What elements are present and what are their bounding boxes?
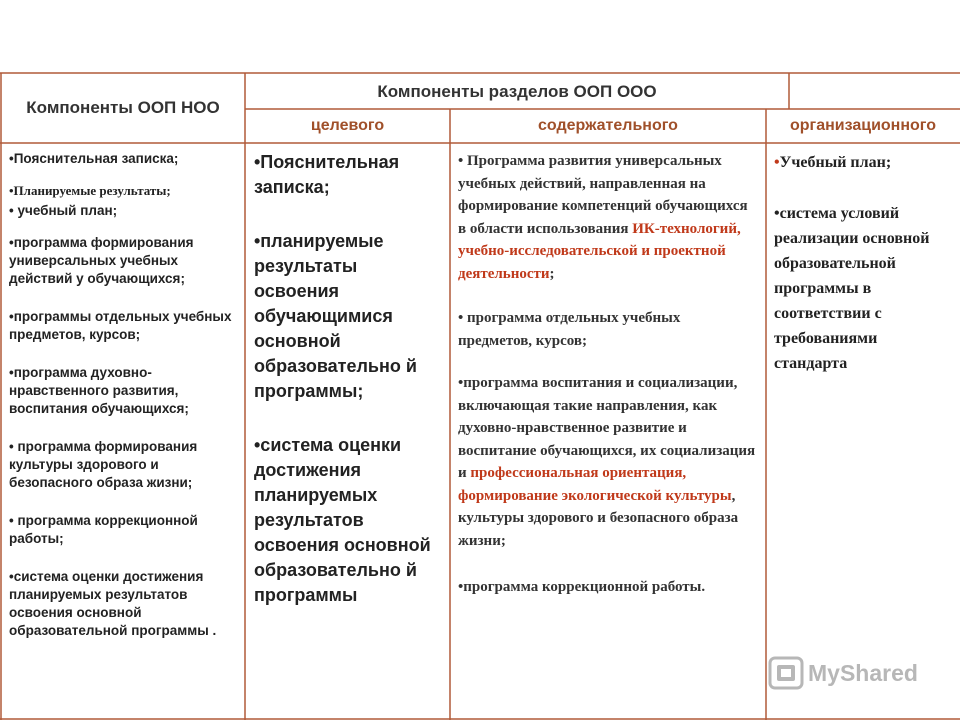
- list-item: •планируемые результаты освоения обучающимися основной образовательно й программы;: [254, 231, 417, 401]
- noo-components-list: [9, 150, 241, 716]
- org-section-list: [774, 150, 954, 716]
- bullet: •: [774, 154, 780, 171]
- subheader-target: целевого: [310, 117, 385, 134]
- myshared-logo-icon: [768, 656, 804, 690]
- list-item: [774, 201, 954, 376]
- list-item: •программа коррекционной работы.: [458, 579, 706, 595]
- list-item: •Пояснительная записка;: [9, 151, 179, 166]
- list-item-text: •программа воспитания и социализации, включающая такие направления, как духовно-нравственное развитие и воспитание обучающихся, их социализация и: [458, 375, 756, 481]
- content-section-list: [458, 150, 758, 716]
- subheader-content: содержательного: [538, 117, 678, 134]
- list-item: •система оценки достижения планируемых результатов освоения основной образовательной программы .: [9, 569, 217, 638]
- list-item-text: • Программа развития универсальных учебных действий, направленная на формирование компетенций обучающихся в области использования: [458, 153, 748, 237]
- target-section-list: [254, 150, 444, 716]
- list-item: •программа духовно-нравственного развития, воспитания обучающихся;: [9, 365, 189, 416]
- watermark-logo: [768, 656, 918, 690]
- list-item: • программа формирования культуры здорового и безопасного образа жизни;: [9, 439, 198, 490]
- header-sections-title: Компоненты разделов ООП ООО: [377, 81, 657, 101]
- list-item: [458, 372, 758, 552]
- list-item-text: система условий реализации основной образовательной программы в соответствии с требованиями стандарта: [774, 205, 930, 372]
- watermark-text: MyShared: [808, 659, 918, 686]
- list-item: •программа формирования универсальных учебных действий у обучающихся;: [9, 235, 194, 286]
- list-item: • учебный план;: [9, 203, 118, 218]
- subheader-org: организационного: [789, 117, 937, 134]
- list-item: [458, 150, 758, 285]
- list-item: • программа коррекционной работы;: [9, 513, 198, 546]
- list-item: •система оценки достижения планируемых результатов освоения основной образовательно й программы: [254, 435, 431, 605]
- list-item-text: , культуры здорового и безопасного образа жизни;: [458, 487, 739, 549]
- list-item: •Планируемые результаты;: [9, 183, 171, 198]
- list-item-text: ;: [549, 265, 555, 282]
- bullet: •: [774, 205, 780, 222]
- highlight-text: ИК-технологий, учебно-исследовательской и проектной деятельности: [458, 220, 741, 282]
- highlight-text: профессиональная ориентация, формирование экологической культуры: [458, 465, 732, 504]
- list-item: •Пояснительная записка;: [254, 152, 400, 197]
- list-item: • программа отдельных учебных предметов, курсов;: [458, 310, 681, 349]
- list-item: •программы отдельных учебных предметов, курсов;: [9, 309, 232, 342]
- list-item: [774, 150, 954, 175]
- header-col1-title: Компоненты ООП НОО: [26, 98, 220, 117]
- list-item-text: Учебный план;: [779, 154, 892, 171]
